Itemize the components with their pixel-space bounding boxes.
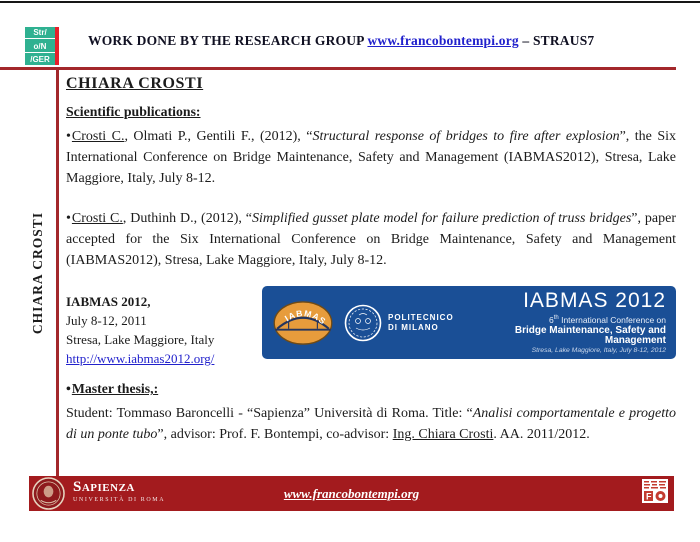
header-title-suffix: – STRAUS7 xyxy=(518,33,595,48)
sapienza-subtitle: UNIVERSITÀ DI ROMA xyxy=(73,497,166,503)
top-border-line xyxy=(0,1,700,3)
banner-location: Stresa, Lake Maggiore, Italy, July 8-12, 2012 xyxy=(531,347,666,355)
master-thesis-text xyxy=(66,403,676,445)
footer-band xyxy=(29,476,674,511)
polimi-seal-icon xyxy=(344,304,382,342)
thesis-coadvisor: Ing. Chiara Crosti xyxy=(392,427,494,442)
header-title-prefix: WORK DONE BY THE RESEARCH GROUP xyxy=(88,33,368,48)
stronger-logo-line: o/N xyxy=(25,41,55,53)
page-title: CHIARA CROSTI xyxy=(66,75,204,92)
fb-stamp-icon xyxy=(642,479,668,503)
header-divider-line xyxy=(0,67,676,70)
footer-link-wrap xyxy=(29,485,674,503)
bullet: • xyxy=(66,211,71,226)
footer-francobontempi-link[interactable]: www.francobontempi.org xyxy=(283,486,420,501)
publication-text: ”, the Six International Conference on Bridge Maintenance, Safety and Management (IABMAS2012), Stresa, Lake Maggiore, Italy, July 8-12. xyxy=(66,129,677,186)
stronger-logo-icon xyxy=(25,27,59,65)
publication-authors: Crosti C. xyxy=(71,129,125,144)
section-title-publications xyxy=(66,104,676,120)
header-title xyxy=(88,33,688,49)
iabmas-dates: July 8-12, 2011 xyxy=(66,313,147,328)
conf-number: 6 xyxy=(548,314,554,325)
publication-authors: Crosti C. xyxy=(71,211,123,226)
banner-title: IABMAS 2012 xyxy=(523,288,666,312)
polimi-name-line: POLITECNICO xyxy=(388,312,454,322)
publication-text: , Olmati P., Gentili F., (2012), “ xyxy=(124,129,313,144)
section-title-master-thesis xyxy=(66,381,676,397)
stronger-logo-line: /GER xyxy=(30,55,50,64)
master-thesis-title: Master thesis,: xyxy=(71,381,159,396)
section-title-text: Scientific publications: xyxy=(66,104,201,119)
logo-red-bar xyxy=(55,27,59,65)
header-francobontempi-link[interactable]: www.francobontempi.org xyxy=(367,33,519,48)
bullet: • xyxy=(66,381,71,396)
iabmas-bridge-logo-icon xyxy=(272,300,334,346)
svg-text:F: F xyxy=(646,491,652,502)
stronger-logo-line: Str/ xyxy=(25,27,55,39)
thesis-text: . AA. 2011/2012. xyxy=(493,427,590,442)
iabmas-logo-text: IABMAS xyxy=(282,307,329,327)
banner-subtitle-1 xyxy=(454,315,666,324)
iabmas-website-link[interactable]: http://www.iabmas2012.org/ xyxy=(66,351,215,366)
publication-item-2 xyxy=(66,208,676,271)
sidebar-divider-line xyxy=(56,69,59,476)
conf-number-sup: th xyxy=(553,314,559,321)
banner-subtitle-2: Bridge Maintenance, Safety and Management xyxy=(514,325,666,347)
sidebar-author-label: CHIARA CROSTI xyxy=(30,211,45,335)
polimi-name-line: DI MILANO xyxy=(388,322,439,332)
iabmas-conference-banner xyxy=(262,286,676,359)
publication-paper-title: Structural response of bridges to fire after explosion xyxy=(312,129,620,144)
publication-item-1 xyxy=(66,126,676,189)
thesis-text: Student: Tommaso Baroncelli - “Sapienza” Università di Roma. Title: “ xyxy=(66,406,473,421)
publication-paper-title: Simplified gusset plate model for failure prediction of truss bridges xyxy=(251,211,632,226)
bullet: • xyxy=(66,129,71,144)
iabmas-location: Stresa, Lake Maggiore, Italy xyxy=(66,332,215,347)
iabmas-info xyxy=(66,286,262,368)
thesis-paper-title: Analisi comportamentale e progetto di un ponte tubo xyxy=(66,406,676,442)
iabmas-name: IABMAS 2012, xyxy=(66,294,151,309)
stronger-logo-box xyxy=(25,27,55,65)
iabmas-block xyxy=(66,286,676,368)
conf-line-rest: International Conference on xyxy=(558,314,666,325)
publication-text: ”, paper accepted for the Six International Conference on Bridge Maintenance, Safety and Management (IABMAS2012), Stresa, Lake Maggiore, Italy, July 8-12. xyxy=(66,211,676,268)
banner-conference-text xyxy=(454,290,666,355)
publication-text: , Duthinh D., (2012), “ xyxy=(122,211,252,226)
slide-content xyxy=(66,75,676,445)
sapienza-name: Sapienza xyxy=(73,479,135,495)
polimi-name xyxy=(388,313,454,333)
thesis-text: ”, advisor: Prof. F. Bontempi, co-advisor: xyxy=(157,427,393,442)
